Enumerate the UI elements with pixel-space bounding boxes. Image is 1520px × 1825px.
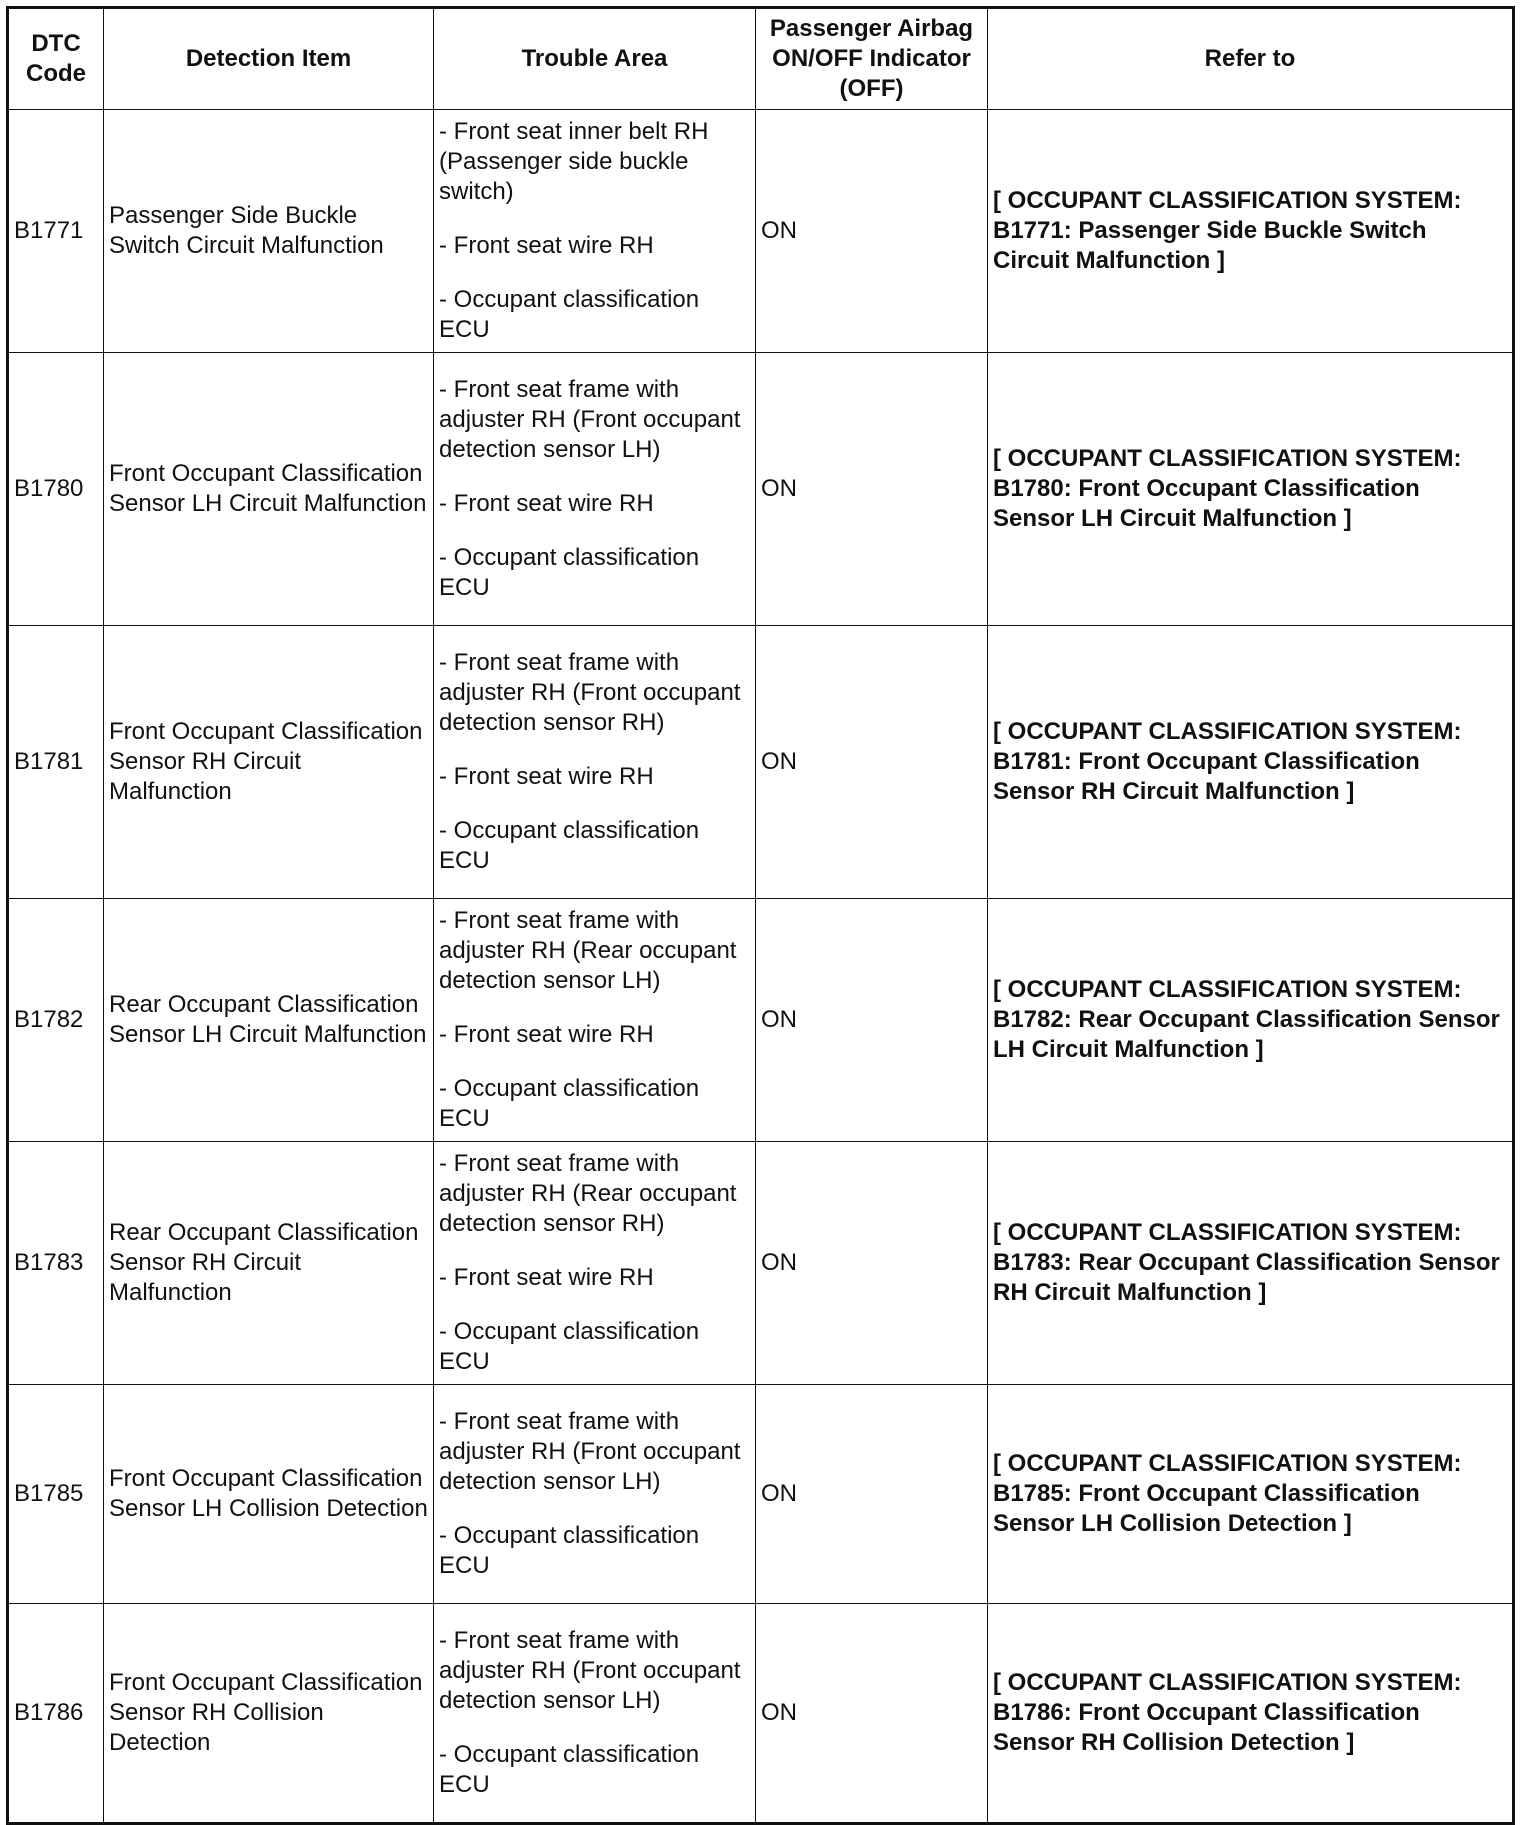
trouble-area-item: - Front seat wire RH [439, 232, 654, 259]
indicator-cell: ON [756, 110, 988, 353]
refer-link[interactable]: [ OCCUPANT CLASSIFICATION SYSTEM: B1785: Front Occupant Classification Sensor LH Collision Detection ] [988, 1385, 1514, 1604]
refer-link[interactable]: [ OCCUPANT CLASSIFICATION SYSTEM: B1786: Front Occupant Classification Sensor RH Collision Detection ] [988, 1604, 1514, 1824]
refer-link[interactable]: [ OCCUPANT CLASSIFICATION SYSTEM: B1780: Front Occupant Classification Sensor LH Circuit Malfunction ] [988, 353, 1514, 626]
table-row [8, 1604, 1514, 1824]
indicator-cell: ON [756, 899, 988, 1142]
trouble-area-cell [434, 1142, 756, 1385]
dtc-code-cell: B1785 [8, 1385, 104, 1604]
dtc-code-cell: B1783 [8, 1142, 104, 1385]
trouble-area-cell [434, 1604, 756, 1824]
detection-item-cell: Front Occupant Classification Sensor LH Circuit Malfunction [104, 353, 434, 626]
indicator-cell: ON [756, 1142, 988, 1385]
trouble-area-item: - Occupant classification ECU [439, 1522, 700, 1579]
header-dtc-code: DTC Code [8, 8, 104, 110]
refer-link[interactable]: [ OCCUPANT CLASSIFICATION SYSTEM: B1781: Front Occupant Classification Sensor RH Circuit Malfunction ] [988, 626, 1514, 899]
header-refer-to: Refer to [988, 8, 1514, 110]
detection-item-cell: Front Occupant Classification Sensor RH Circuit Malfunction [104, 626, 434, 899]
header-detection-item: Detection Item [104, 8, 434, 110]
table-row [8, 353, 1514, 626]
trouble-area-item: - Front seat frame with adjuster RH (Rear occupant detection sensor LH) [439, 907, 737, 994]
table-header [8, 8, 1514, 110]
trouble-area-item: - Occupant classification ECU [439, 817, 700, 874]
indicator-cell: ON [756, 353, 988, 626]
trouble-area-cell [434, 353, 756, 626]
trouble-area-item: - Occupant classification ECU [439, 286, 700, 343]
detection-item-cell: Front Occupant Classification Sensor RH Collision Detection [104, 1604, 434, 1824]
detection-item-cell: Passenger Side Buckle Switch Circuit Malfunction [104, 110, 434, 353]
dtc-code-cell: B1786 [8, 1604, 104, 1824]
dtc-code-cell: B1780 [8, 353, 104, 626]
trouble-area-item: - Front seat frame with adjuster RH (Front occupant detection sensor LH) [439, 1408, 741, 1495]
dtc-code-cell: B1781 [8, 626, 104, 899]
refer-link[interactable]: [ OCCUPANT CLASSIFICATION SYSTEM: B1783: Rear Occupant Classification Sensor RH Circuit Malfunction ] [988, 1142, 1514, 1385]
table-row [8, 626, 1514, 899]
trouble-area-cell [434, 110, 756, 353]
trouble-area-cell [434, 626, 756, 899]
trouble-area-item: - Occupant classification ECU [439, 1318, 700, 1375]
table-body [8, 110, 1514, 1824]
dtc-code-cell: B1782 [8, 899, 104, 1142]
refer-link[interactable]: [ OCCUPANT CLASSIFICATION SYSTEM: B1771: Passenger Side Buckle Switch Circuit Malfunction ] [988, 110, 1514, 353]
trouble-area-cell [434, 1385, 756, 1604]
trouble-area-item: - Occupant classification ECU [439, 1741, 700, 1798]
header-row [8, 8, 1514, 110]
indicator-cell: ON [756, 1604, 988, 1824]
indicator-cell: ON [756, 626, 988, 899]
trouble-area-item: - Front seat wire RH [439, 490, 654, 517]
trouble-area-item: - Occupant classification ECU [439, 1075, 700, 1132]
detection-item-cell: Rear Occupant Classification Sensor LH Circuit Malfunction [104, 899, 434, 1142]
trouble-area-item: - Front seat wire RH [439, 1264, 654, 1291]
table-row [8, 1385, 1514, 1604]
trouble-area-item: - Front seat frame with adjuster RH (Front occupant detection sensor LH) [439, 1627, 741, 1714]
detection-item-cell: Rear Occupant Classification Sensor RH Circuit Malfunction [104, 1142, 434, 1385]
trouble-area-cell [434, 899, 756, 1142]
table-row [8, 1142, 1514, 1385]
trouble-area-item: - Front seat inner belt RH (Passenger side buckle switch) [439, 118, 709, 205]
detection-item-cell: Front Occupant Classification Sensor LH Collision Detection [104, 1385, 434, 1604]
table-row [8, 899, 1514, 1142]
trouble-area-item: - Front seat frame with adjuster RH (Front occupant detection sensor LH) [439, 376, 741, 463]
header-indicator: Passenger Airbag ON/OFF Indicator (OFF) [756, 8, 988, 110]
refer-link[interactable]: [ OCCUPANT CLASSIFICATION SYSTEM: B1782: Rear Occupant Classification Sensor LH Circuit Malfunction ] [988, 899, 1514, 1142]
dtc-table [6, 6, 1515, 1825]
trouble-area-item: - Front seat wire RH [439, 763, 654, 790]
table-row [8, 110, 1514, 353]
trouble-area-item: - Front seat frame with adjuster RH (Front occupant detection sensor RH) [439, 649, 741, 736]
dtc-code-cell: B1771 [8, 110, 104, 353]
trouble-area-item: - Front seat wire RH [439, 1021, 654, 1048]
trouble-area-item: - Occupant classification ECU [439, 544, 700, 601]
indicator-cell: ON [756, 1385, 988, 1604]
header-trouble-area: Trouble Area [434, 8, 756, 110]
trouble-area-item: - Front seat frame with adjuster RH (Rear occupant detection sensor RH) [439, 1150, 737, 1237]
